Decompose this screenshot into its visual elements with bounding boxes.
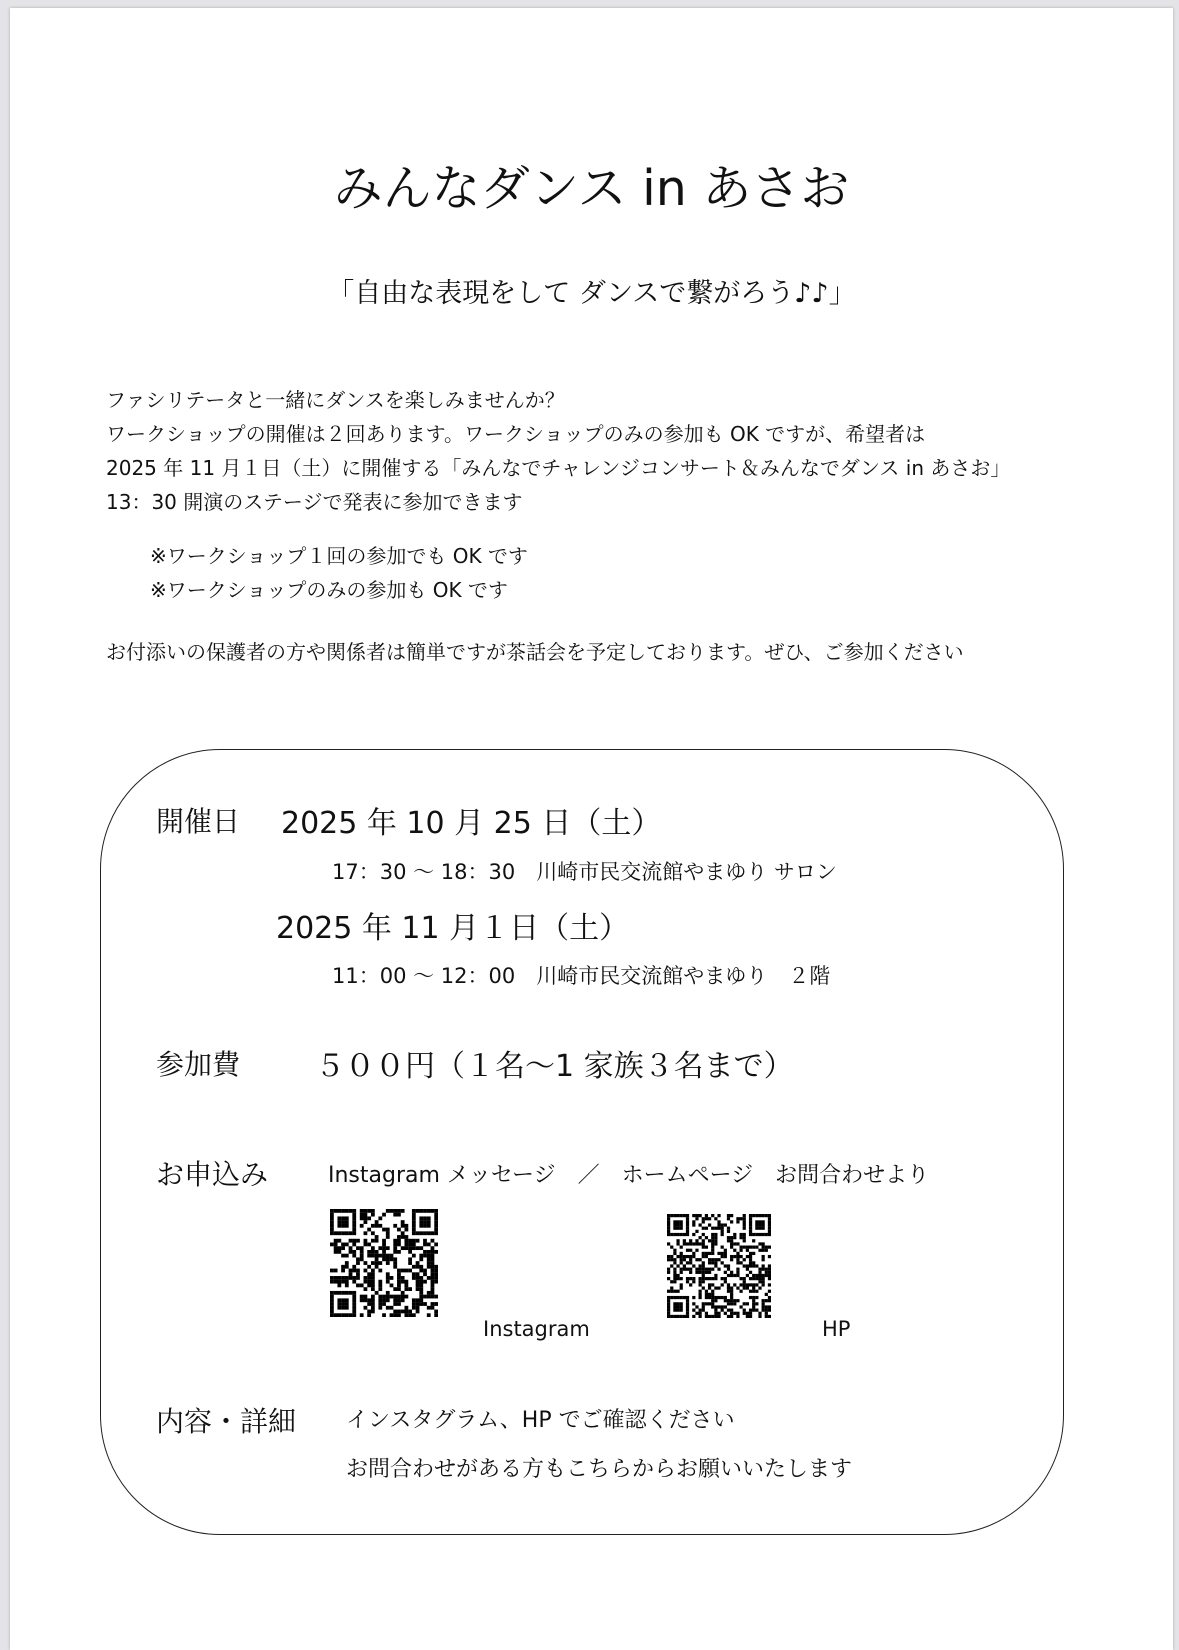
time-venue-1: 17：30 〜 18：30 川崎市民交流館やまゆり サロン — [332, 860, 837, 884]
intro-line: 13：30 開演のステージで発表に参加できます — [106, 490, 523, 514]
hp-qr-caption: HP — [822, 1317, 851, 1341]
hp-qr-code[interactable] — [667, 1214, 771, 1318]
content-line-1: インスタグラム、HP でご確認ください — [346, 1408, 735, 1433]
intro-note: ※ワークショップのみの参加も OK です — [150, 578, 508, 602]
time-venue-2: 11：00 〜 12：00 川崎市民交流館やまゆり ２階 — [332, 964, 831, 988]
content-label: 内容・詳細 — [156, 1405, 297, 1438]
intro-line: ワークショップの開催は２回あります。ワークショップのみの参加も OK ですが、希望者は — [106, 422, 926, 446]
date-label: 開催日 — [156, 805, 241, 838]
intro-line: 2025 年 11 月１日（土）に開催する「みんなでチャレンジコンサート＆みんなでダンス in あさお」 — [106, 456, 1011, 480]
fee-amount: ５００円（１名〜1 家族３名まで） — [315, 1049, 794, 1084]
intro-line: ファシリテータと一緒にダンスを楽しみませんか？ — [106, 388, 565, 412]
flyer-subtitle: 「自由な表現をして ダンスで繋がろう♪♪」 — [327, 278, 856, 309]
intro-note: ※ワークショップ１回の参加でも OK です — [150, 544, 528, 568]
flyer-page — [10, 8, 1173, 1650]
content-line-2: お問合わせがある方もこちらからお願いいたします — [346, 1457, 853, 1482]
date-2: 2025 年 11 月１日（土） — [276, 911, 630, 946]
instagram-qr-caption: Instagram — [483, 1317, 590, 1341]
fee-label: 参加費 — [156, 1048, 241, 1081]
flyer-title: みんなダンス in あさお — [333, 160, 850, 217]
apply-methods: Instagram メッセージ ／ ホームページ お問合わせより — [328, 1163, 930, 1188]
date-1: 2025 年 10 月 25 日（土） — [281, 806, 662, 841]
guardian-note: お付添いの保護者の方や関係者は簡単ですが茶話会を予定しております。ぜひ、ご参加ください — [106, 640, 964, 664]
instagram-qr-code[interactable] — [330, 1209, 438, 1317]
apply-label: お申込み — [156, 1158, 269, 1191]
